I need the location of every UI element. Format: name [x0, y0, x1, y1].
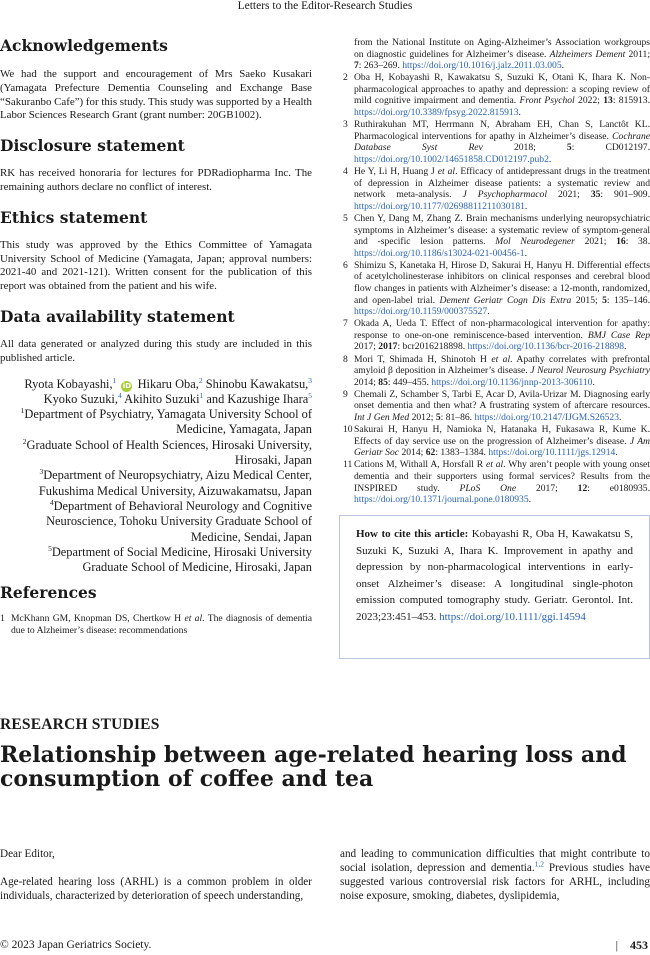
reference-pages: : 1383–1384.	[435, 447, 486, 459]
reference-end: .	[624, 341, 627, 353]
reference-item	[343, 260, 650, 318]
reference-volume: 5	[602, 294, 607, 306]
reference-journal: BMJ Case Rep	[587, 329, 650, 341]
reference-item	[343, 37, 650, 72]
reference-title: Ruthirakuhan MT, Herrmann N, Abraham EH, Chan S, Lanctôt KL. Pharmacological interventions for apathy in Alzheimer’s disease.	[354, 119, 650, 142]
references-list-right	[343, 37, 650, 506]
letter-paragraph	[340, 848, 650, 904]
reference-year: 2014;	[401, 447, 424, 459]
reference-journal: J Psychopharmacol	[462, 189, 548, 201]
author-name: Hikaru Oba,	[137, 376, 199, 391]
reference-title: . Efficacy of antidepressant drugs in the treatment of depression in Alzheimer disease patients: a systematic review and network meta-analysis.	[354, 166, 650, 201]
reference-etal: et al	[485, 459, 504, 471]
reference-number: 7	[343, 318, 348, 330]
reference-title: Chemali Z, Schamber S, Tarbi E, Acar D, Avila-Urizar M. Diagnosing early onset dementia and then what? A frustrating system of aftercare resources.	[354, 388, 650, 412]
reference-year: 2021;	[584, 236, 607, 248]
reference-end: .	[524, 247, 527, 259]
reference-item	[343, 389, 650, 424]
reference-title: Okada A, Ueda T. Effect of non-pharmacological intervention for apathy: response to one-on-one reminiscence-based intervention.	[354, 318, 650, 341]
reference-doi-link[interactable]: https://doi.org/10.1016/j.jalz.2011.03.005	[402, 60, 562, 72]
reference-etal: et al	[491, 353, 511, 365]
reference-item	[343, 318, 650, 353]
reference-doi-link[interactable]: https://doi.org/10.1002/14651858.CD012197.pub2	[354, 153, 549, 165]
reference-pages: : 81–86.	[440, 412, 473, 423]
author-sup: 3	[308, 375, 312, 385]
reference-item	[343, 459, 650, 505]
affiliation-text: Department of Psychiatry, Yamagata University School of Medicine, Yamagata, Japan	[24, 407, 312, 437]
reference-pages: : 901–909.	[600, 189, 650, 201]
left-column	[0, 37, 312, 637]
letter-text: Previous studies have suggested various controversial risk factors for ARHL, including noise exposure, smoking, diabetes, dyslipidemia,	[340, 861, 650, 902]
reference-journal: PLoS One	[459, 482, 517, 494]
reference-journal: Front Psychol	[519, 95, 575, 107]
reference-item	[343, 354, 650, 389]
orcid-icon[interactable]: iD	[122, 381, 132, 390]
reference-year: 2011;	[628, 48, 650, 60]
reference-year: 2014;	[354, 376, 376, 388]
reference-year: 2012;	[411, 412, 434, 423]
author-name: Shinobu Kawakatsu,	[205, 376, 309, 391]
reference-end: .	[528, 494, 532, 506]
reference-year: 2017;	[535, 482, 558, 494]
reference-end: .	[548, 153, 552, 165]
reference-end: .	[592, 376, 595, 388]
reference-year: 2021;	[557, 189, 580, 201]
author-sup: 5	[308, 390, 312, 400]
reference-pages: : CD012197.	[571, 142, 650, 154]
affiliation-sup: 2	[22, 436, 27, 446]
how-to-cite-box	[339, 515, 650, 659]
reference-journal: Cochrane Database Syst Rev	[354, 130, 650, 154]
reference-title: Sakurai H, Hanyu H, Namioka N, Hatanaka H, Fukasawa R, Kume K. Effects of day service use on the progression of Alzheimer’s disease.	[354, 424, 650, 447]
reference-pages: : 135–146.	[606, 294, 650, 306]
reference-number: 2	[343, 72, 348, 84]
reference-doi-link[interactable]: https://doi.org/10.2147/IJGM.S26523	[474, 412, 620, 423]
disclosure-heading: Disclosure statement	[0, 136, 185, 156]
reference-volume: 85	[378, 376, 388, 388]
letter-salutation: Dear Editor,	[0, 848, 55, 860]
reference-number: 1	[0, 613, 5, 625]
letter-left-column	[0, 848, 312, 904]
reference-item	[0, 613, 312, 636]
reference-pages: : bcr2016218898.	[397, 341, 466, 353]
reference-title: . Why aren’t people with young onset dementia and their supporters using formal services? Results from the INSPIRED study.	[354, 459, 650, 494]
affiliation	[0, 499, 312, 545]
reference-year: 2022;	[578, 95, 600, 107]
reference-doi-link[interactable]: https://doi.org/10.1186/s13024-021-00456-1	[354, 247, 525, 259]
affiliation-text: Department of Behavioral Neurology and Cognitive Neuroscience, Tohoku University Graduate School of Medicine, Sendai, Japan	[46, 498, 312, 544]
affiliation-sup: 4	[49, 497, 54, 507]
reference-volume: 12	[577, 482, 588, 494]
reference-journal: Int J Gen Med	[354, 412, 410, 423]
references-list-left	[0, 613, 312, 636]
reference-number: 9	[343, 388, 348, 400]
ethics-heading: Ethics statement	[0, 207, 148, 227]
reference-volume: 2017	[378, 341, 398, 353]
reference-number: 6	[343, 259, 348, 271]
reference-title: Shimizu S, Kanetaka H, Hirose D, Sakurai H, Hanyu H. Differential effects of acetylcholinesterase inhibitors on clinical responses and cerebral blood flow changes in patients with Alzheimer’s disease: a 12-month, randomized, and open-label trial.	[354, 259, 650, 306]
author-sup: 2	[198, 375, 203, 385]
author-sup: 1	[199, 390, 204, 400]
affiliation-text: Department of Neuropsychiatry, Aizu Medical Center, Fukushima Medical University, Aizuwakamatsu, Japan	[38, 468, 312, 498]
author-conjunction: and	[206, 391, 225, 406]
how-to-cite-text: Kobayashi R, Oba H, Kawakatsu S, Suzuki K, Suzuki A, Ihara K. Improvement in apathy and depression by non-pharmacological interventions in early-onset Alzheimer’s disease: A longitudinal single-photon emission computed tomography study. Geriatr. Gerontol. Int. 2023;23:451–453.	[356, 528, 633, 623]
affiliation-text: Graduate School of Health Sciences, Hirosaki University, Hirosaki, Japan	[26, 437, 312, 468]
how-to-cite-doi-link[interactable]: https://doi.org/10.1111/ggi.14594	[439, 610, 586, 623]
references-heading: References	[0, 583, 97, 603]
reference-pages: : 449–455.	[387, 376, 429, 388]
reference-item	[343, 166, 650, 212]
affiliation	[0, 407, 312, 438]
reference-journal: J Am Geriatr Soc	[354, 435, 650, 459]
reference-volume: 7	[354, 60, 359, 72]
affiliation-sup: 3	[39, 467, 44, 477]
reference-end: .	[518, 107, 521, 119]
reference-volume: 62	[425, 447, 436, 459]
reference-end: .	[524, 200, 528, 212]
reference-volume: 35	[590, 189, 601, 201]
reference-pages: : 815913.	[612, 95, 650, 107]
reference-journal: Dement Geriatr Cogn Dis Extra	[439, 294, 572, 306]
acknowledgements-heading: Acknowledgements	[0, 36, 168, 55]
how-to-cite-label: How to cite this article:	[356, 528, 469, 540]
data-availability-text: All data generated or analyzed during this study are included in this published article.	[0, 337, 312, 364]
reference-number: 4	[343, 166, 348, 178]
letter-right-column	[340, 848, 650, 904]
reference-authors: He Y, Li H, Huang J	[354, 166, 435, 178]
reference-journal: Alzheimers Dement	[549, 48, 626, 60]
reference-number: 11	[343, 459, 353, 471]
reference-doi-link[interactable]: https://doi.org/10.1177/02698811211030181	[354, 200, 525, 212]
reference-year: 2015;	[575, 294, 598, 306]
footer-copyright: © 2023 Japan Geriatrics Society.	[0, 939, 152, 951]
author-sup: 1	[112, 375, 117, 385]
author-name: Kyoko Suzuki,	[43, 391, 118, 406]
data-availability-heading: Data availability statement	[0, 306, 235, 326]
reference-doi-link[interactable]: https://doi.org/10.1371/journal.pone.0180935	[354, 494, 529, 506]
author-name: Kazushige Ihara	[227, 391, 309, 406]
reference-title: Chen Y, Dang M, Zhang Z. Brain mechanisms underlying neuropsychiatric symptoms in Alzheimer’s disease: a systematic review of symptom-general and -specific lesion patterns.	[354, 212, 650, 248]
reference-number: 3	[343, 119, 348, 131]
reference-pages: : 38.	[625, 236, 650, 248]
letter-paragraph: Age-related hearing loss (ARHL) is a common problem in older individuals, characterized by deterioration of speech understanding,	[0, 875, 312, 902]
reference-number: 8	[343, 353, 348, 365]
reference-volume: 5	[435, 412, 441, 423]
letter-text: and leading to communication difficulties that might contribute to social isolation, depression and dementia.	[340, 848, 650, 874]
reference-title: . Apathy correlates with prefrontal amyloid β deposition in Alzheimer’s disease.	[354, 353, 650, 377]
reference-item	[343, 424, 650, 459]
reference-doi-link[interactable]: https://doi.org/10.3389/fpsyg.2022.815913	[354, 107, 519, 119]
reference-title: . The diagnosis of dementia due to Alzheimer’s disease: recommendations	[11, 613, 312, 637]
page-number: 453	[630, 938, 648, 952]
reference-doi-link[interactable]: https://doi.org/10.1111/jgs.12914	[488, 447, 616, 459]
reference-pages: : e0180935.	[587, 482, 650, 494]
reference-authors: Cations M, Withall A, Horsfall R	[354, 459, 484, 471]
reference-number: 5	[343, 212, 348, 224]
reference-year: 2018;	[513, 142, 536, 154]
reference-journal: J Neurol Neurosurg Psychiatry	[530, 365, 650, 377]
reference-title: Oba H, Kobayashi R, Kawakatsu S, Suzuki K, Otani K, Ihara K. Non-pharmacological approaches to apathy and depression: a scoping review of mild cognitive impairment and dementia.	[354, 72, 650, 107]
section-label: RESEARCH STUDIES	[0, 716, 160, 733]
affiliation	[0, 438, 312, 469]
reference-item	[343, 119, 650, 165]
author-name: Akihito Suzuki	[124, 391, 200, 406]
right-column	[343, 37, 650, 506]
ethics-text: This study was approved by the Ethics Committee of Yamagata University School of Medicine (Yamagata, Japan; approval numbers: 2021-40 and 2021-121). Written consent for the publication of this report was obtained from the patient and his wife.	[0, 238, 312, 293]
reference-title: from the National Institute on Aging-Alzheimer’s Association workgroups on diagnostic guidelines for Alzheimer’s disease.	[354, 37, 650, 60]
reference-etal: et al	[437, 166, 456, 178]
author-list	[0, 377, 312, 408]
author-name: Ryota Kobayashi,	[24, 376, 113, 391]
reference-end: .	[615, 447, 618, 459]
affiliations	[0, 407, 312, 575]
acknowledgements-text: We had the support and encouragement of Mrs Saeko Kusakari (Yamagata Prefecture Dementia Counseling and Exchange Base “Sakuranbo Cafe”) for this study. This study was supported by a Health Labor Sciences Research Grant (grant number: 20GB1002).	[0, 68, 312, 122]
footer-page	[616, 938, 648, 953]
reference-item	[343, 213, 650, 259]
article-title: Relationship between age-related hearing loss and consumption of coffee and tea	[0, 742, 627, 792]
running-head: Letters to the Editor-Research Studies	[237, 0, 413, 12]
reference-end: .	[561, 60, 565, 72]
affiliation	[0, 468, 312, 499]
reference-doi-link[interactable]: https://doi.org/10.1136/jnnp-2013-306110	[431, 376, 593, 388]
citation-sup[interactable]: 1,2	[534, 859, 545, 869]
reference-doi-link[interactable]: https://doi.org/10.1159/000375527	[354, 306, 488, 318]
reference-pages: : 263–269.	[358, 60, 400, 72]
reference-authors: Mori T, Shimada H, Shinotoh H	[354, 353, 487, 365]
reference-volume: 13	[603, 95, 613, 107]
author-sup: 4	[117, 390, 122, 400]
reference-authors: McKhann GM, Knopman DS, Chertkow H	[11, 613, 182, 625]
reference-doi-link[interactable]: https://doi.org/10.1136/bcr-2016-218898	[467, 341, 625, 353]
affiliation-sup: 5	[48, 543, 52, 553]
reference-journal: Mol Neurodegener	[495, 236, 575, 248]
reference-volume: 5	[566, 142, 572, 154]
reference-end: .	[487, 306, 490, 318]
reference-volume: 16	[616, 236, 626, 248]
affiliation	[0, 545, 312, 576]
affiliation-sup: 1	[20, 406, 25, 416]
reference-end: .	[619, 412, 622, 423]
footer-separator: |	[615, 938, 618, 952]
reference-year: 2017;	[354, 341, 376, 353]
reference-item	[343, 72, 650, 118]
reference-etal: et al	[184, 613, 203, 625]
reference-number: 10	[343, 424, 353, 436]
affiliation-text: Department of Social Medicine, Hirosaki University Graduate School of Medicine, Hirosaki, Japan	[51, 544, 312, 575]
disclosure-text: RK has received honoraria for lectures for PDRadiopharma Inc. The remaining authors declare no conflict of interest.	[0, 167, 312, 193]
